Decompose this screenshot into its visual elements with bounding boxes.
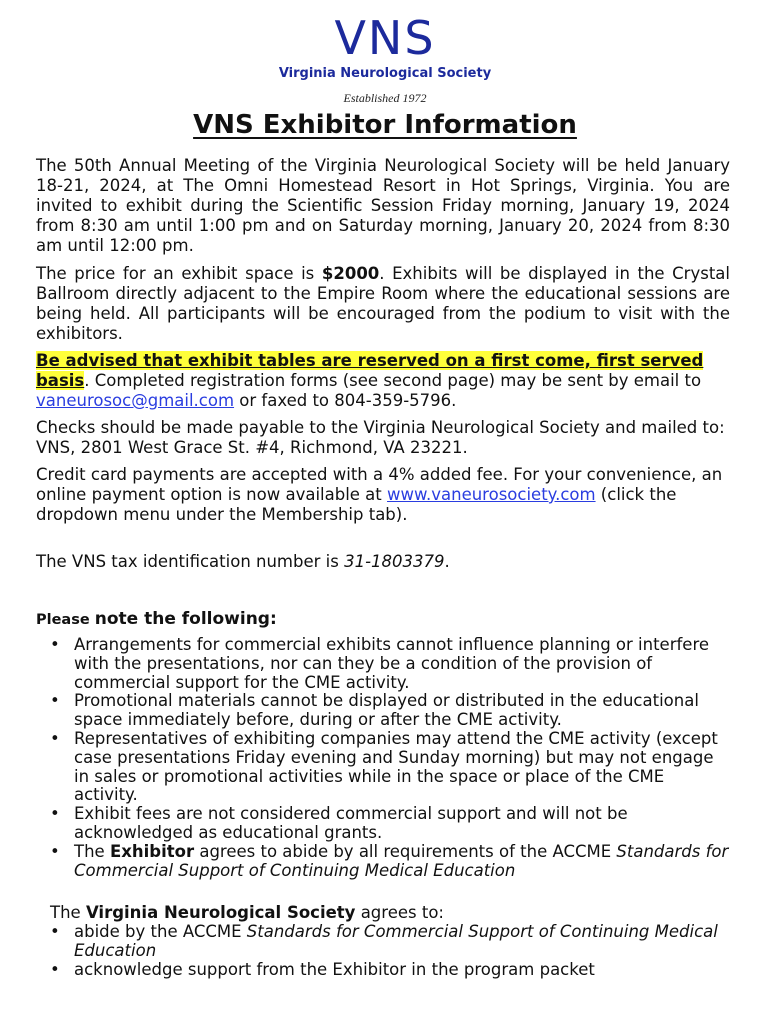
- tax-pre: The VNS tax identification number is: [36, 552, 345, 571]
- bullet-icon: •: [50, 959, 60, 979]
- bullet-icon: •: [50, 804, 60, 824]
- page-title-text: VNS Exhibitor Information: [193, 110, 577, 140]
- list-item: [50, 730, 730, 805]
- list-item: [50, 692, 730, 730]
- agrees-pre: The: [50, 903, 86, 922]
- note-heading-please: Please: [36, 612, 95, 628]
- email-link[interactable]: vaneurosoc@gmail.com: [36, 391, 235, 410]
- established-date: Established 1972: [343, 91, 427, 105]
- meeting-paragraph: The 50th Annual Meeting of the Virginia Neurological Society will be held January 18-21, 2024, at The Omni Homestead Resort in Hot Springs, Virginia. You are invited to exhibit during the Scientific Session Friday morning, January 19, 2024 from 8:30 am until 1:00 pm and on Saturday morning, January 20, 2024 from 8:30 am until 12:00 pm.: [36, 156, 730, 255]
- agreement-acknowledge: acknowledge support from the Exhibitor in the program packet: [74, 959, 595, 979]
- agrees-post: agrees to:: [355, 903, 444, 922]
- list-item: [50, 923, 730, 961]
- reservation-mid: . Completed registration forms (see second page) may be sent by email to: [84, 371, 702, 390]
- list-item: [50, 805, 730, 843]
- note-heading-main: note the following:: [94, 609, 277, 629]
- credit-post: (click the dropdown menu under the Membership tab).: [36, 485, 677, 524]
- price-pre: The price for an exhibit space is: [36, 264, 322, 283]
- bullet-icon: •: [50, 691, 60, 711]
- exhibitor-pre: The: [74, 841, 110, 861]
- list-item-text: Exhibit fees are not considered commercial support and will not be acknowledged as educational grants.: [74, 804, 628, 842]
- credit-pre: Credit card payments are accepted with a 4% added fee. For your convenience, an online payment option is now available at: [36, 465, 723, 504]
- bullet-icon: •: [50, 635, 60, 654]
- reservation-post: or faxed to 804-359-5796.: [234, 391, 457, 410]
- tax-id-paragraph: [36, 552, 730, 572]
- agrees-society: Virginia Neurological Society: [85, 903, 356, 922]
- first-come-notice: Be advised that exhibit tables are reserved on a first come, first served basis: [36, 351, 704, 390]
- tax-post: .: [444, 552, 450, 571]
- agreement-standards: Standards for Commercial Support of Continuing Medical Education: [74, 922, 718, 960]
- society-agrees-heading: [50, 903, 444, 922]
- list-item: [50, 961, 730, 980]
- website-link[interactable]: www.vaneurosociety.com: [387, 485, 596, 504]
- vns-logo: VNS: [334, 11, 436, 65]
- reservation-paragraph: [36, 351, 730, 411]
- price-post: . Exhibits will be displayed in the Crystal Ballroom directly adjacent to the Empire Room where the educational sessions are being held. All participants will be encouraged from the podium to visit with the exhibitors.: [36, 264, 730, 343]
- tax-id-number: 31-1803379: [344, 552, 445, 571]
- list-item-text: Arrangements for commercial exhibits cannot influence planning or interfere with the presentations, nor can they be a condition of the provision of commercial support for the CME activity.: [74, 635, 710, 692]
- checks-paragraph: Checks should be made payable to the Virginia Neurological Society and mailed to: VNS, 2801 West Grace St. #4, Richmond, VA 23221.: [36, 418, 725, 457]
- list-item-text: Promotional materials cannot be displayed or distributed in the educational space immediately before, during or after the CME activity.: [74, 691, 699, 730]
- bullet-icon: •: [50, 728, 60, 748]
- bullet-icon: •: [50, 841, 60, 861]
- bullet-icon: •: [50, 922, 60, 941]
- exhibitor-mid: agrees to abide by all requirements of the ACCME: [194, 841, 617, 861]
- page-title: [0, 110, 770, 140]
- society-agreement-list: [50, 923, 730, 979]
- agreement-pre: abide by the ACCME: [74, 922, 247, 941]
- requirements-list: [50, 636, 730, 880]
- price-paragraph: [36, 264, 730, 344]
- note-heading: [36, 609, 277, 629]
- list-item-text: Representatives of exhibiting companies may attend the CME activity (except case presentations Friday evening and Sunday morning) but may not engage in sales or promotional activities while in the space or place of the CME activity.: [74, 728, 718, 805]
- list-item: [50, 636, 730, 692]
- exhibit-price: $2000: [321, 264, 380, 283]
- exhibitor-bold: Exhibitor: [109, 841, 195, 861]
- credit-card-paragraph: [36, 465, 730, 525]
- list-item: [50, 843, 730, 881]
- exhibitor-standards: Standards for Commercial Support of Continuing Medical Education: [74, 841, 729, 880]
- society-name: Virginia Neurological Society: [278, 66, 492, 81]
